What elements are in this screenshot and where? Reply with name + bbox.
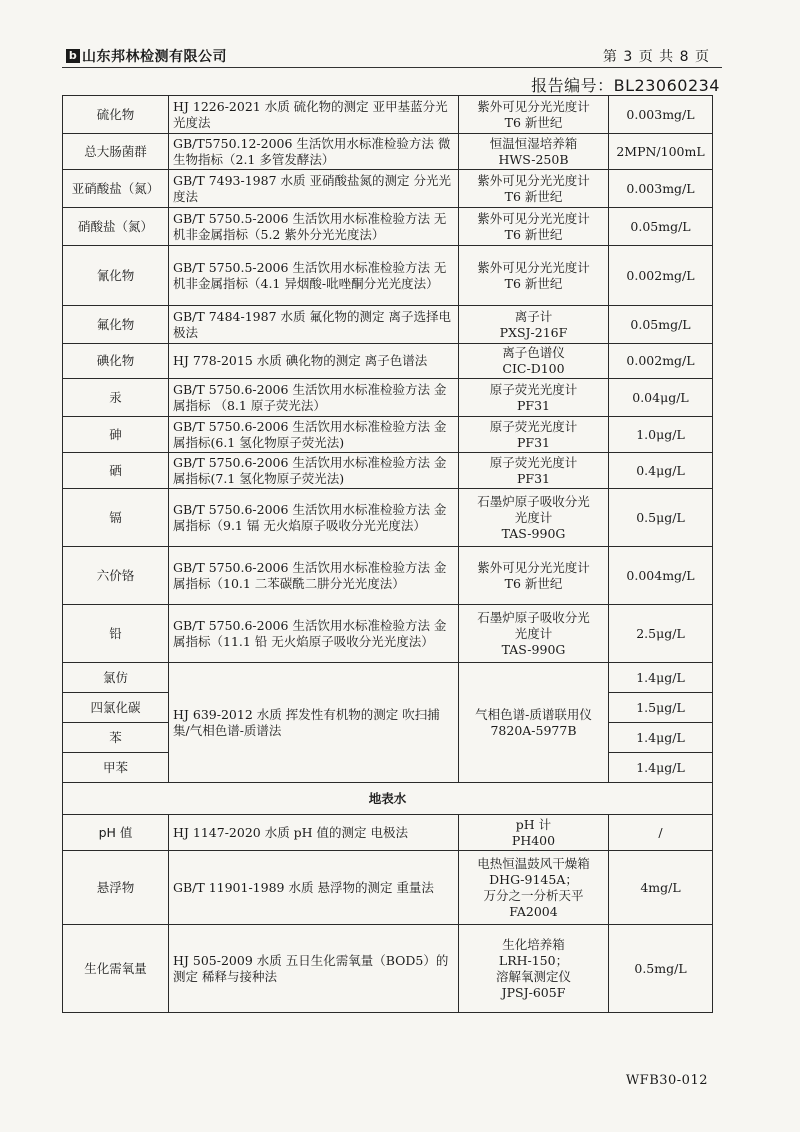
item-cell: 硒 [63, 453, 169, 489]
instrument-line: PXSJ-216F [499, 324, 568, 340]
instrument-line: 紫外可见分光光度计 [477, 259, 590, 275]
instrument-line: TAS-990G [501, 641, 566, 657]
limit-cell: 2.5μg/L [609, 605, 713, 663]
instrument-cell [459, 344, 609, 379]
method-cell: GB/T 5750.5-2006 生活饮用水标准检验方法 无机非金属指标（5.2 紫外分光光度法） [169, 208, 459, 246]
instrument-line: 气相色谱-质谱联用仪 [475, 706, 592, 722]
limit-cell: 1.4μg/L [609, 753, 713, 783]
method-cell: GB/T 5750.6-2006 生活饮用水标准检验方法 金属指标(7.1 氢化物原子荧光法) [169, 453, 459, 489]
method-cell: GB/T5750.12-2006 生活饮用水标准检验方法 微生物指标（2.1 多管发酵法） [169, 134, 459, 170]
test-methods-table [62, 95, 713, 1013]
method-cell: GB/T 5750.6-2006 生活饮用水标准检验方法 金属指标 （8.1 原子荧光法） [169, 379, 459, 417]
item-cell: 氯仿 [63, 663, 169, 693]
table-row [63, 663, 713, 693]
header-divider [62, 67, 722, 68]
table-body [63, 96, 713, 1013]
table-row [63, 306, 713, 344]
item-cell: 汞 [63, 379, 169, 417]
table-row [63, 453, 713, 489]
instrument-line: PF31 [517, 434, 550, 450]
instrument-line: 恒温恒湿培养箱 [489, 135, 578, 151]
item-cell: 总大肠菌群 [63, 134, 169, 170]
limit-cell: 1.4μg/L [609, 723, 713, 753]
table-row [63, 134, 713, 170]
instrument-line: PH400 [511, 832, 556, 848]
table-row [63, 246, 713, 306]
table-row [63, 208, 713, 246]
instrument-cell [459, 246, 609, 306]
item-cell: 碘化物 [63, 344, 169, 379]
company-name: 山东邦林检测有限公司 [82, 49, 227, 65]
limit-cell: 2MPN/100mL [609, 134, 713, 170]
table-row [63, 925, 713, 1013]
instrument-line: 溶解氧测定仪 [495, 968, 571, 984]
table-row [63, 96, 713, 134]
instrument-cell [459, 925, 609, 1013]
instrument-line: T6 新世纪 [504, 114, 563, 130]
instrument-line: 原子荧光光度计 [489, 454, 578, 470]
method-cell: HJ 778-2015 水质 碘化物的测定 离子色谱法 [169, 344, 459, 379]
table-row [63, 489, 713, 547]
limit-cell: / [609, 815, 713, 851]
instrument-line: 紫外可见分光光度计 [477, 210, 590, 226]
instrument-line: 生化培养箱 [502, 936, 565, 952]
item-cell: 氟化物 [63, 306, 169, 344]
instrument-cell [459, 170, 609, 208]
item-cell: 亚硝酸盐（氮） [63, 170, 169, 208]
instrument-cell [459, 489, 609, 547]
limit-cell: 0.003mg/L [609, 170, 713, 208]
limit-cell: 0.5μg/L [609, 489, 713, 547]
instrument-line: DHG-9145A； [489, 871, 578, 887]
method-cell: GB/T 7493-1987 水质 亚硝酸盐氮的测定 分光光度法 [169, 170, 459, 208]
instrument-line: 7820A-5977B [490, 722, 577, 738]
instrument-line: pH 计 [515, 816, 552, 832]
item-cell: 硫化物 [63, 96, 169, 134]
limit-cell: 4mg/L [609, 851, 713, 925]
table-row [63, 417, 713, 453]
instrument-line: 万分之一分析天平 [483, 887, 584, 903]
item-cell: 悬浮物 [63, 851, 169, 925]
instrument-line: T6 新世纪 [504, 226, 563, 242]
instrument-line: 石墨炉原子吸收分光 [477, 493, 590, 509]
company-header [66, 46, 227, 66]
instrument-line: PF31 [517, 397, 550, 413]
limit-cell: 0.003mg/L [609, 96, 713, 134]
method-cell: GB/T 7484-1987 水质 氟化物的测定 离子选择电极法 [169, 306, 459, 344]
instrument-line: 原子荧光光度计 [489, 381, 578, 397]
instrument-line: 紫外可见分光光度计 [477, 559, 590, 575]
limit-cell: 0.002mg/L [609, 246, 713, 306]
method-cell: GB/T 5750.6-2006 生活饮用水标准检验方法 金属指标(6.1 氢化物原子荧光法) [169, 417, 459, 453]
instrument-line: 紫外可见分光光度计 [477, 98, 590, 114]
method-cell: HJ 505-2009 水质 五日生化需氧量（BOD5）的测定 稀释与接种法 [169, 925, 459, 1013]
page-indicator: 第 3 页 共 8 页 [602, 49, 710, 65]
table-row [63, 851, 713, 925]
instrument-line: 石墨炉原子吸收分光 [477, 609, 590, 625]
instrument-line: FA2004 [509, 903, 558, 919]
instrument-line: 离子计 [514, 308, 553, 324]
instrument-line: T6 新世纪 [504, 575, 563, 591]
item-cell: 苯 [63, 723, 169, 753]
instrument-line: 原子荧光光度计 [489, 418, 578, 434]
section-title: 地表水 [63, 783, 713, 815]
limit-cell: 0.4μg/L [609, 453, 713, 489]
method-cell: GB/T 5750.6-2006 生活饮用水标准检验方法 金属指标（10.1 二苯碳酰二肼分光光度法） [169, 547, 459, 605]
item-cell: 砷 [63, 417, 169, 453]
instrument-cell [459, 417, 609, 453]
instrument-cell [459, 547, 609, 605]
instrument-line: CIC-D100 [502, 361, 565, 376]
table-row [63, 547, 713, 605]
table-row [63, 344, 713, 379]
limit-cell: 0.004mg/L [609, 547, 713, 605]
limit-cell: 1.5μg/L [609, 693, 713, 723]
instrument-line: T6 新世纪 [504, 275, 563, 291]
instrument-line: LRH-150； [498, 952, 569, 968]
instrument-line: 光度计 [514, 509, 553, 525]
section-row [63, 783, 713, 815]
item-cell: 甲苯 [63, 753, 169, 783]
instrument-line: HWS-250B [498, 151, 569, 167]
item-cell: 生化需氧量 [63, 925, 169, 1013]
instrument-line: 光度计 [514, 625, 553, 641]
instrument-cell [459, 605, 609, 663]
method-cell: HJ 639-2012 水质 挥发性有机物的测定 吹扫捕集/气相色谱-质谱法 [169, 663, 459, 783]
instrument-cell [459, 453, 609, 489]
instrument-line: TAS-990G [501, 525, 566, 541]
item-cell: 氰化物 [63, 246, 169, 306]
limit-cell: 0.5mg/L [609, 925, 713, 1013]
method-cell: GB/T 5750.5-2006 生活饮用水标准检验方法 无机非金属指标（4.1 异烟酸-吡唑酮分光光度法） [169, 246, 459, 306]
method-cell: GB/T 5750.6-2006 生活饮用水标准检验方法 金属指标（11.1 铅 无火焰原子吸收分光光度法） [169, 605, 459, 663]
instrument-cell [459, 96, 609, 134]
item-cell: 铅 [63, 605, 169, 663]
limit-cell: 0.05mg/L [609, 306, 713, 344]
instrument-cell [459, 663, 609, 783]
method-cell: GB/T 11901-1989 水质 悬浮物的测定 重量法 [169, 851, 459, 925]
method-cell: HJ 1226-2021 水质 硫化物的测定 亚甲基蓝分光光度法 [169, 96, 459, 134]
instrument-line: JPSJ-605F [501, 984, 566, 1000]
item-cell: 镉 [63, 489, 169, 547]
limit-cell: 1.4μg/L [609, 663, 713, 693]
item-cell: 六价铬 [63, 547, 169, 605]
table-row [63, 815, 713, 851]
instrument-cell [459, 815, 609, 851]
instrument-line: 紫外可见分光光度计 [477, 172, 590, 188]
report-number: 报告编号：BL23060234 [531, 76, 720, 95]
table-row [63, 170, 713, 208]
form-code: WFB30-012 [625, 1073, 708, 1088]
limit-cell: 0.002mg/L [609, 344, 713, 379]
method-cell: HJ 1147-2020 水质 pH 值的测定 电极法 [169, 815, 459, 851]
table-row [63, 605, 713, 663]
instrument-line: T6 新世纪 [504, 188, 563, 204]
instrument-line: 离子色谱仪 [502, 345, 565, 360]
instrument-line: PF31 [517, 470, 550, 486]
instrument-cell [459, 208, 609, 246]
instrument-cell [459, 851, 609, 925]
instrument-cell [459, 134, 609, 170]
limit-cell: 0.04μg/L [609, 379, 713, 417]
limit-cell: 0.05mg/L [609, 208, 713, 246]
instrument-cell [459, 306, 609, 344]
method-cell: GB/T 5750.6-2006 生活饮用水标准检验方法 金属指标（9.1 镉 无火焰原子吸收分光光度法） [169, 489, 459, 547]
table-row [63, 379, 713, 417]
limit-cell: 1.0μg/L [609, 417, 713, 453]
company-logo-icon: b [66, 49, 80, 63]
item-cell: 四氯化碳 [63, 693, 169, 723]
instrument-line: 电热恒温鼓风干燥箱 [477, 855, 590, 871]
instrument-cell [459, 379, 609, 417]
item-cell: 硝酸盐（氮） [63, 208, 169, 246]
item-cell: pH 值 [63, 815, 169, 851]
